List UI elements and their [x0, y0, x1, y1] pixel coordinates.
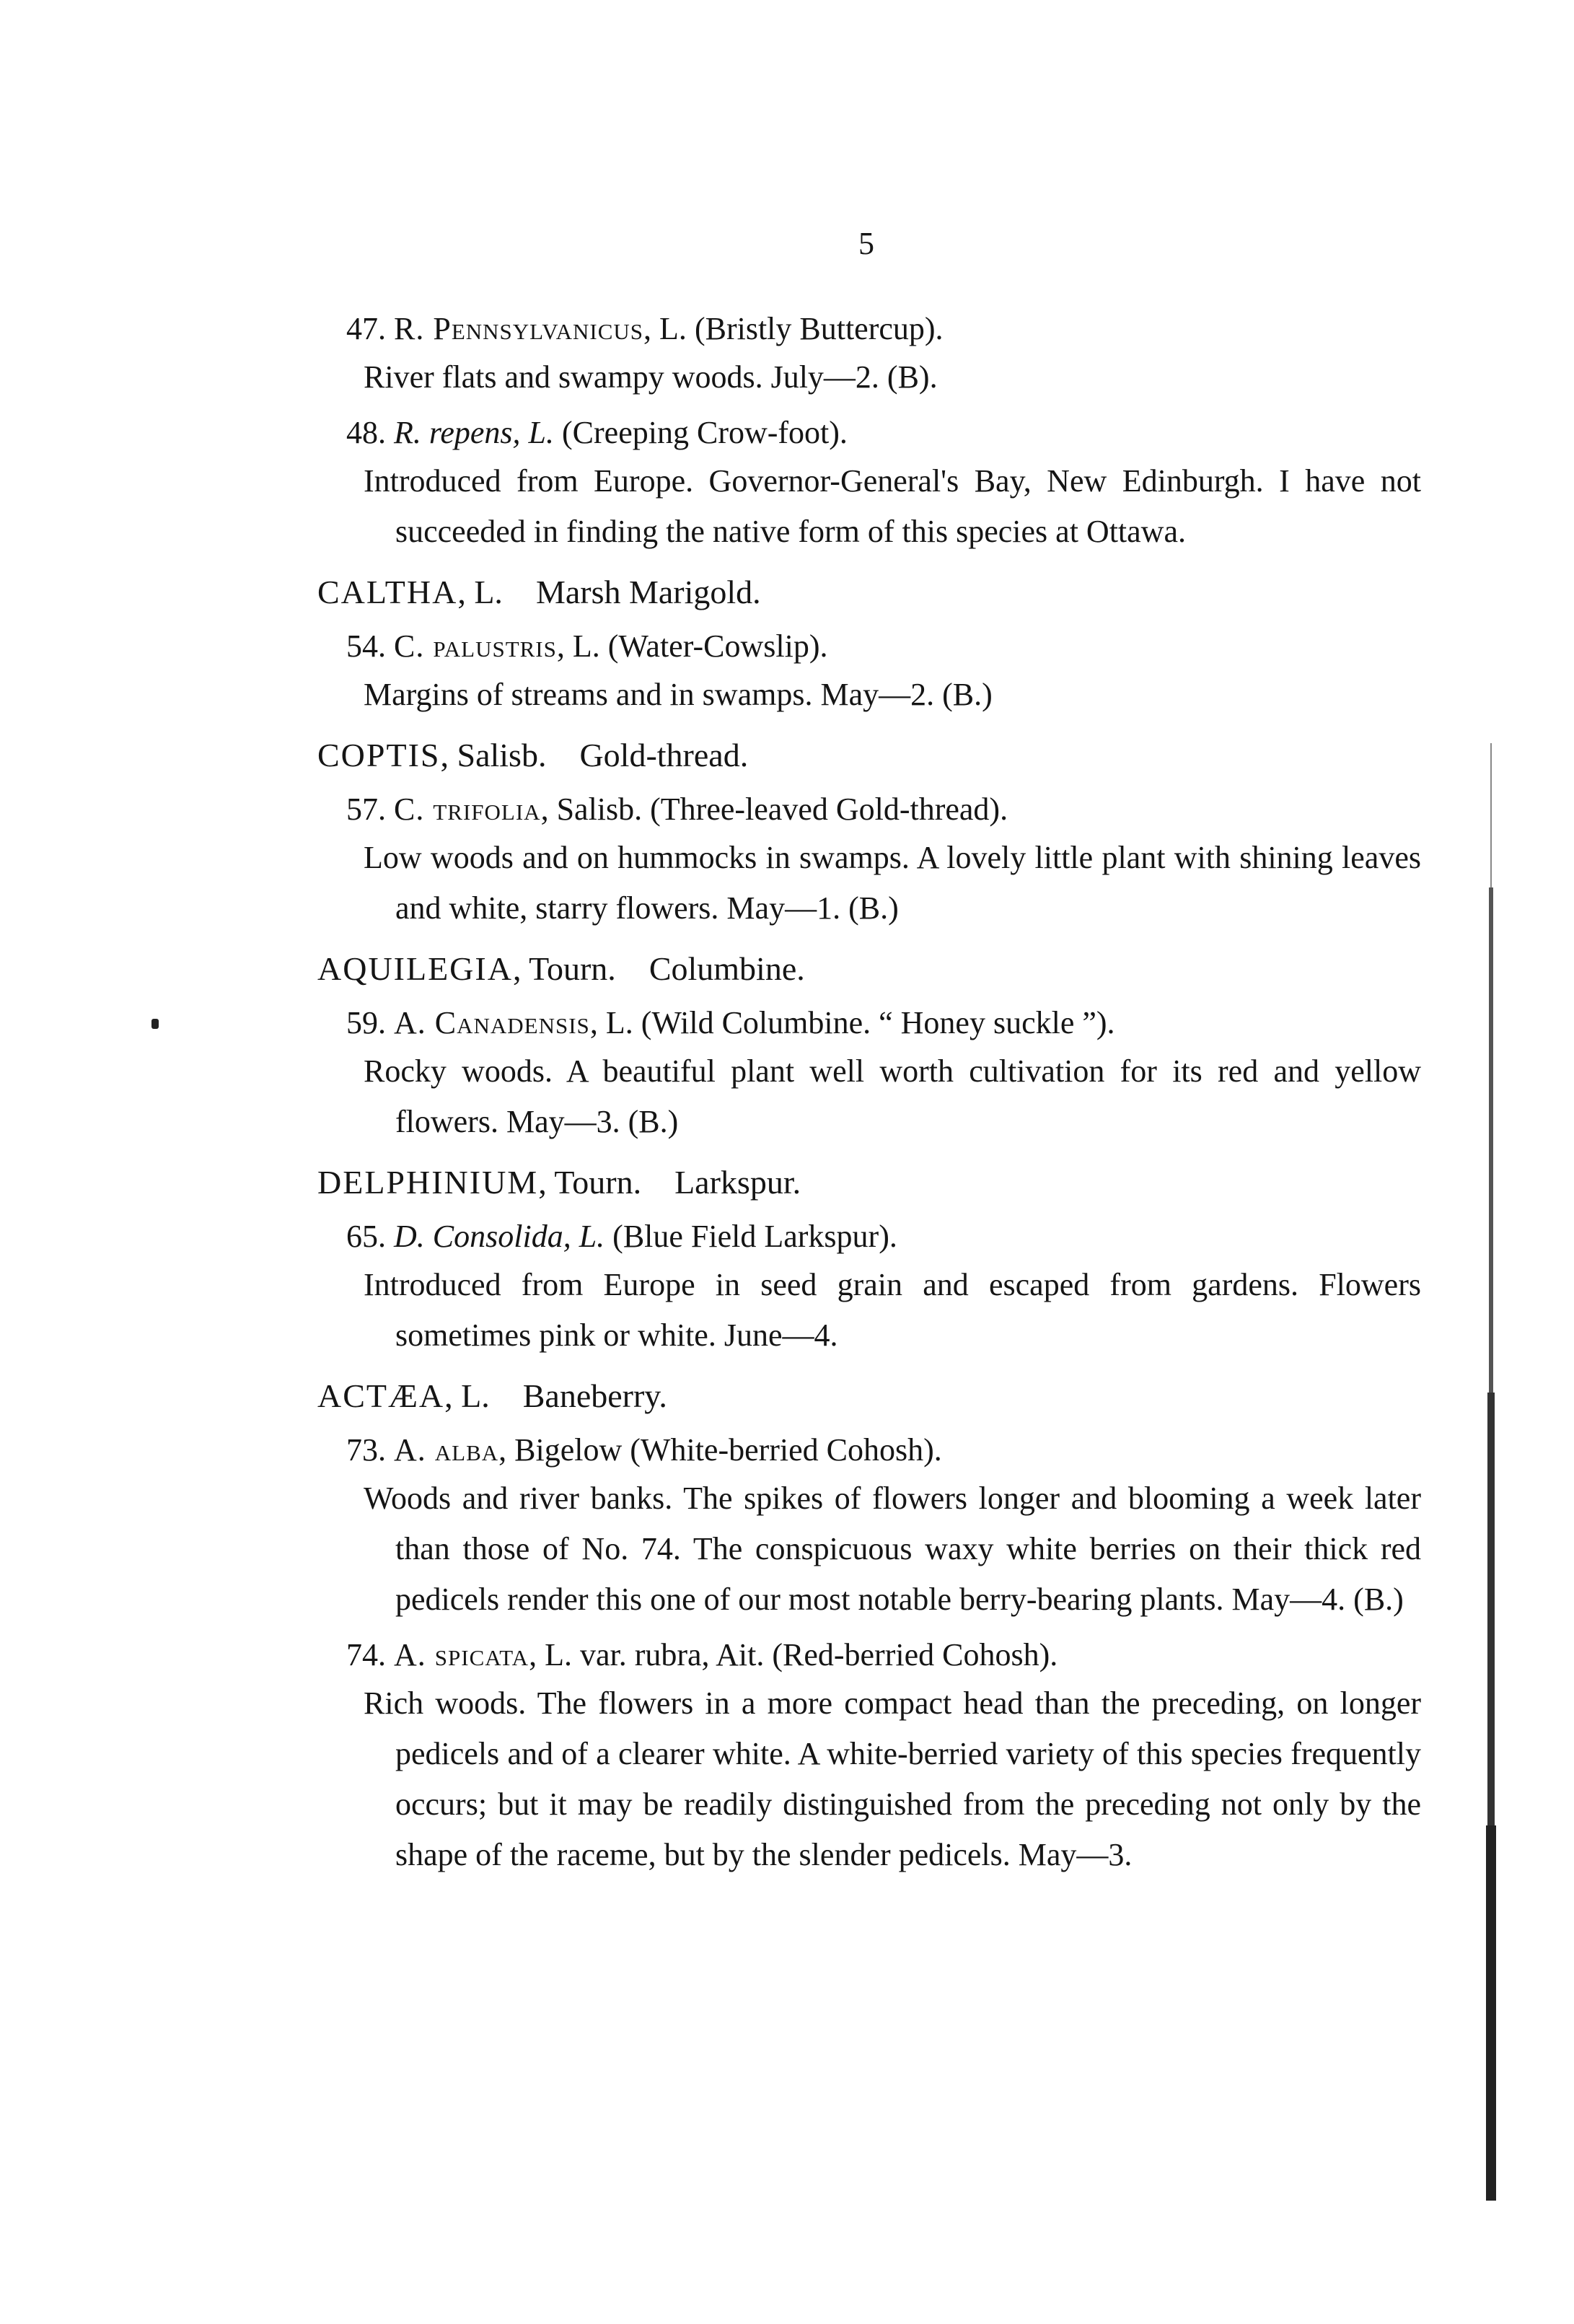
genus-spacer — [616, 950, 649, 987]
species-heading — [317, 1632, 1421, 1678]
genus-spacer — [490, 1377, 523, 1414]
genus-spacer — [641, 1164, 674, 1201]
genus-spacer — [503, 574, 536, 610]
species-common-name: (Red-berried Cohosh). — [772, 1637, 1058, 1672]
genus-name: DELPHINIUM — [317, 1164, 539, 1201]
genus-heading — [317, 1159, 1421, 1206]
species-name: R. repens, L. — [394, 415, 555, 450]
genus-authority: , L. — [444, 1377, 490, 1414]
species-name: C. trifolia — [394, 792, 541, 827]
species-common-name: (Blue Field Larkspur). — [612, 1219, 897, 1254]
binding-edge-shadow — [1485, 743, 1499, 2201]
species-heading — [317, 410, 1421, 456]
species-heading — [317, 1000, 1421, 1046]
species-heading — [317, 1214, 1421, 1260]
genus-name: COPTIS — [317, 737, 441, 773]
genus-heading — [317, 732, 1421, 779]
species-common-name: (Water-Cowslip). — [607, 628, 828, 664]
species-name: R. Pennsylvanicus — [394, 311, 644, 346]
genus-heading — [317, 569, 1421, 616]
species-heading — [317, 1427, 1421, 1473]
genus-heading — [317, 945, 1421, 993]
species-common-name: (Wild Columbine. “ Honey suckle ”). — [641, 1005, 1115, 1040]
genus-authority: , Tourn. — [538, 1164, 642, 1201]
species-name: C. palustris — [394, 628, 557, 664]
species-common-name: (Three-leaved Gold-thread). — [650, 792, 1008, 827]
species-number: 73. — [346, 1432, 386, 1468]
species-authority: , Salisb. — [540, 792, 643, 827]
species-number: 59. — [346, 1005, 386, 1040]
genus-name: AQUILEGIA — [317, 950, 513, 987]
genus-spacer — [546, 737, 579, 773]
genus-name: CALTHA — [317, 574, 458, 610]
genus-common-name: Baneberry. — [522, 1377, 667, 1414]
species-common-name: (White-berried Cohosh). — [630, 1432, 942, 1468]
species-common-name: (Bristly Buttercup). — [694, 311, 944, 346]
species-number: 65. — [346, 1219, 386, 1254]
species-description: Margins of streams and in swamps. May—2. (B.) — [364, 677, 993, 712]
species-description: Rocky woods. A beautiful plant well worth cultivation for its red and yellow flowers. May—3. (B.) — [364, 1053, 1421, 1139]
species-description: Introduced from Europe. Governor-General's Bay, New Edinburgh. I have not succeeded in finding the native form of this species at Ottawa. — [364, 463, 1421, 549]
genus-authority: , L. — [457, 574, 503, 610]
species-description: River flats and swampy woods. July—2. (B). — [364, 359, 938, 395]
genus-authority: , Salisb. — [440, 737, 547, 773]
species-number: 74. — [346, 1637, 386, 1672]
catalogue-text — [317, 299, 1421, 1880]
species-description: Introduced from Europe in seed grain and escaped from gardens. Flowers sometimes pink or white. June—4. — [364, 1267, 1421, 1353]
genus-common-name: Marsh Marigold. — [535, 574, 761, 610]
species-authority: , L. var. rubra, Ait. — [529, 1637, 765, 1672]
genus-heading — [317, 1372, 1421, 1420]
species-description: Rich woods. The flowers in a more compact head than the preceding, on longer pedicels and of a clearer white. A white-berried variety of this species frequently occurs; but it may be readily distinguished from the preceding not only by the shape of the raceme, but by the slender pedicels. May—3. — [364, 1685, 1421, 1872]
genus-authority: , Tourn. — [512, 950, 616, 987]
species-common-name: (Creeping Crow-foot). — [562, 415, 848, 450]
species-authority: , Bigelow — [498, 1432, 623, 1468]
genus-common-name: Gold-thread. — [579, 737, 749, 773]
species-heading — [317, 306, 1421, 352]
species-name: D. Consolida, L. — [394, 1219, 605, 1254]
species-authority: , L. — [556, 628, 600, 664]
page-number: 5 — [858, 226, 874, 261]
species-heading — [317, 623, 1421, 670]
stray-ink-dot — [151, 1019, 159, 1029]
species-heading — [317, 786, 1421, 833]
species-description: Woods and river banks. The spikes of flowers longer and blooming a week later than those of No. 74. The conspicuous waxy white berries on their thick red pedicels render this one of our most notable berry-bearing plants. May—4. (B.) — [364, 1481, 1421, 1617]
species-number: 48. — [346, 415, 386, 450]
species-number: 57. — [346, 792, 386, 827]
genus-name: ACTÆA — [317, 1377, 445, 1414]
genus-common-name: Larkspur. — [674, 1164, 801, 1201]
species-authority: , L. — [589, 1005, 633, 1040]
species-number: 54. — [346, 628, 386, 664]
species-description: Low woods and on hummocks in swamps. A lovely little plant with shining leaves and white, starry flowers. May—1. (B.) — [364, 840, 1421, 926]
species-name: A. spicata — [394, 1637, 529, 1672]
species-name: A. alba — [394, 1432, 499, 1468]
species-authority: , L. — [643, 311, 687, 346]
genus-common-name: Columbine. — [648, 950, 805, 987]
species-name: A. Canadensis — [394, 1005, 590, 1040]
species-number: 47. — [346, 311, 386, 346]
